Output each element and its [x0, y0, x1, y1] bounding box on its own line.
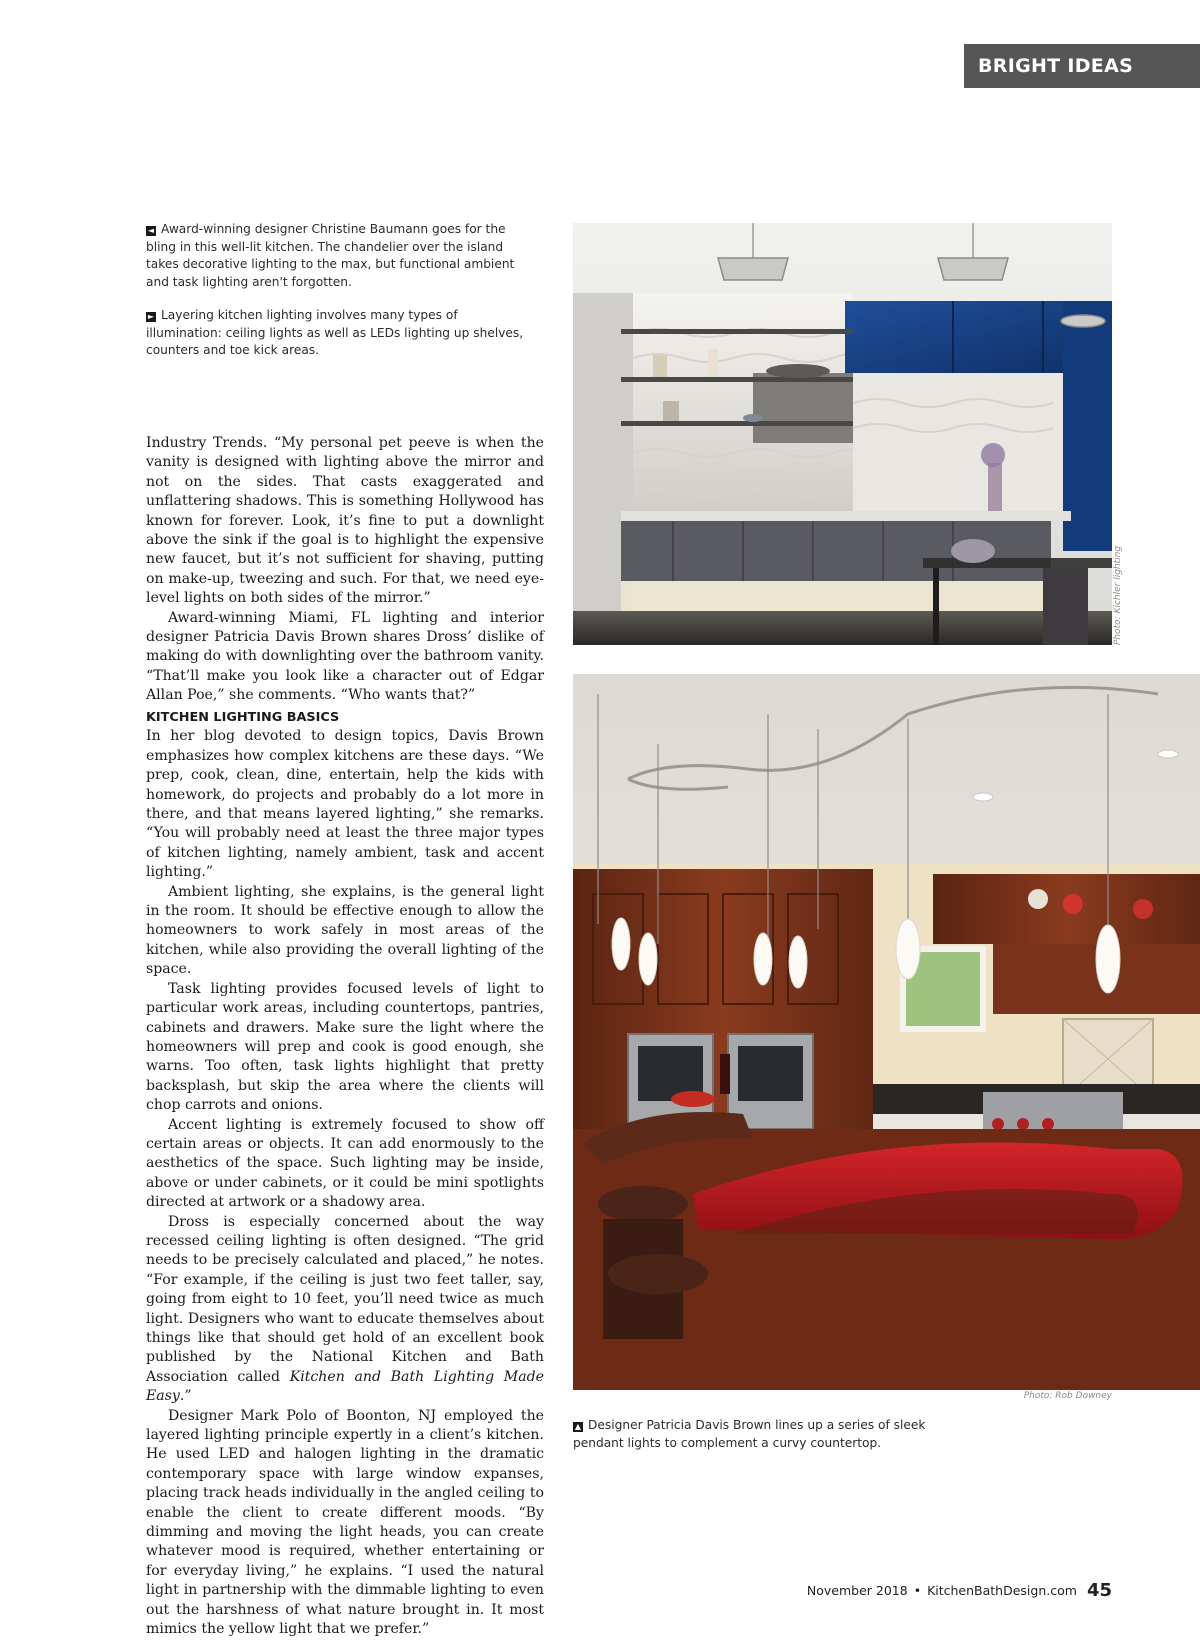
- paragraph-text: .”: [179, 1388, 192, 1405]
- caption-text: Award-winning designer Christine Baumann goes for the bling in this well-lit kitchen. The chandelier over the island takes decorative lighting to the max, but functional ambient and task lighting aren't forgotten.: [146, 222, 515, 289]
- section-subhead: KITCHEN LIGHTING BASICS: [146, 710, 340, 725]
- article-paragraph: Accent lighting is extremely focused to show off certain areas or objects. It can add enormously to the aesthetics of the space. Such lighting may be inside, above or under cabinets, or it could be mini spotlights directed at artwork or a shadowy area.: [146, 1116, 544, 1211]
- article-paragraph: Award-winning Miami, FL lighting and interior designer Patricia Davis Brown shares Dross’ dislike of making do with downlighting over the bathroom vanity. “That’ll make you look like a character out of Edgar Allan Poe,” she comments. “Who wants that?”: [146, 609, 544, 704]
- article-paragraph: Industry Trends. “My personal pet peeve is when the vanity is designed with lighting above the mirror and not on the sides. That casts exaggerated and unflattering shadows. This is something Hollywood has known for forever. Look, it’s fine to put a downlight above the sink if the goal is to highlight the expensive new faucet, but it’s not sufficient for shaving, putting on make-up, tweezing and such. For that, we need eye-level lights on both sides of the mirror.”: [146, 435, 544, 607]
- photo-credit: Photo: Rob Downey: [1023, 1391, 1112, 1401]
- website-link[interactable]: KitchenBathDesign.com: [927, 1583, 1077, 1598]
- article-paragraph: [146, 1213, 544, 1407]
- article-column-lower: [146, 708, 544, 1640]
- page-number: 45: [1086, 1580, 1112, 1601]
- photo-modern-kitchen: [573, 223, 1112, 645]
- article-paragraph: In her blog devoted to design topics, Davis Brown emphasizes how complex kitchens are these days. “We prep, cook, clean, dine, entertain, help the kids with homework, do projects and probably do a lot more in there, and that means layered lighting,” she remarks. “You will probably need at least the three major types of kitchen lighting, namely ambient, task and accent lighting.”: [146, 728, 544, 881]
- photo-traditional-kitchen: [573, 674, 1200, 1390]
- caption-text: Layering kitchen lighting involves many types of illumination: ceiling lights as well as LEDs lighting up shelves, counters and toe kick areas.: [146, 308, 524, 357]
- book-title: Kitchen and Bath Lighting Made Easy: [146, 1368, 544, 1405]
- section-tab: BRIGHT IDEAS: [964, 44, 1200, 88]
- arrow-left-icon: ◄: [147, 226, 155, 235]
- article-paragraph: Designer Mark Polo of Boonton, NJ employed the layered lighting principle expertly in a client’s kitchen. He used LED and halogen lighting in the dramatic contemporary space with large window expanses, placing track heads individually in the angled ceiling to enable the client to create different moods. “By dimming and moving the light heads, you can create whatever mood is required, whether entertaining or for everyday living,” he explains. “I used the natural light in partnership with the dimmable lighting to even out the harshness of what nature brought in. It most mimics the yellow light that we prefer.”: [146, 1407, 544, 1638]
- issue-date: November 2018: [806, 1583, 908, 1598]
- footer-separator: •: [913, 1583, 922, 1598]
- photo-caption-chandelier: [146, 221, 526, 291]
- caption-text: Designer Patricia Davis Brown lines up a series of sleek pendant lights to complement a curvy countertop.: [573, 1418, 926, 1450]
- arrow-right-icon: ►: [147, 312, 155, 321]
- photo-caption-pendants: [573, 1417, 973, 1452]
- photo-caption-layering: [146, 307, 526, 360]
- photo-credit: Photo: Kichler lighting: [1113, 545, 1123, 645]
- paragraph-text: Dross is especially concerned about the way recessed ceiling lighting is often designed. “The grid needs to be precisely calculated and placed,” he notes. “For example, if the ceiling is just two feet taller, say, going from eight to 10 feet, you’ll need twice as much light. Designers who want to educate themselves about things like that should get hold of an excellent book published by the National Kitchen and Bath Association called: [146, 1213, 544, 1385]
- arrow-up-icon: ▲: [574, 1422, 582, 1431]
- article-column-upper: [146, 434, 544, 706]
- page-footer: [807, 1580, 1112, 1601]
- article-paragraph: Ambient lighting, she explains, is the general light in the room. It should be effective enough to allow the homeowners to work safely in most areas of the kitchen, while also providing the overall lighting of the space.: [146, 883, 544, 978]
- article-paragraph: Task lighting provides focused levels of light to particular work areas, including countertops, pantries, cabinets and drawers. Make sure the light where the homeowners will prep and cook is good enough, she warns. Too often, task lights highlight that pretty backsplash, but skip the area where the clients will chop carrots and onions.: [146, 980, 544, 1114]
